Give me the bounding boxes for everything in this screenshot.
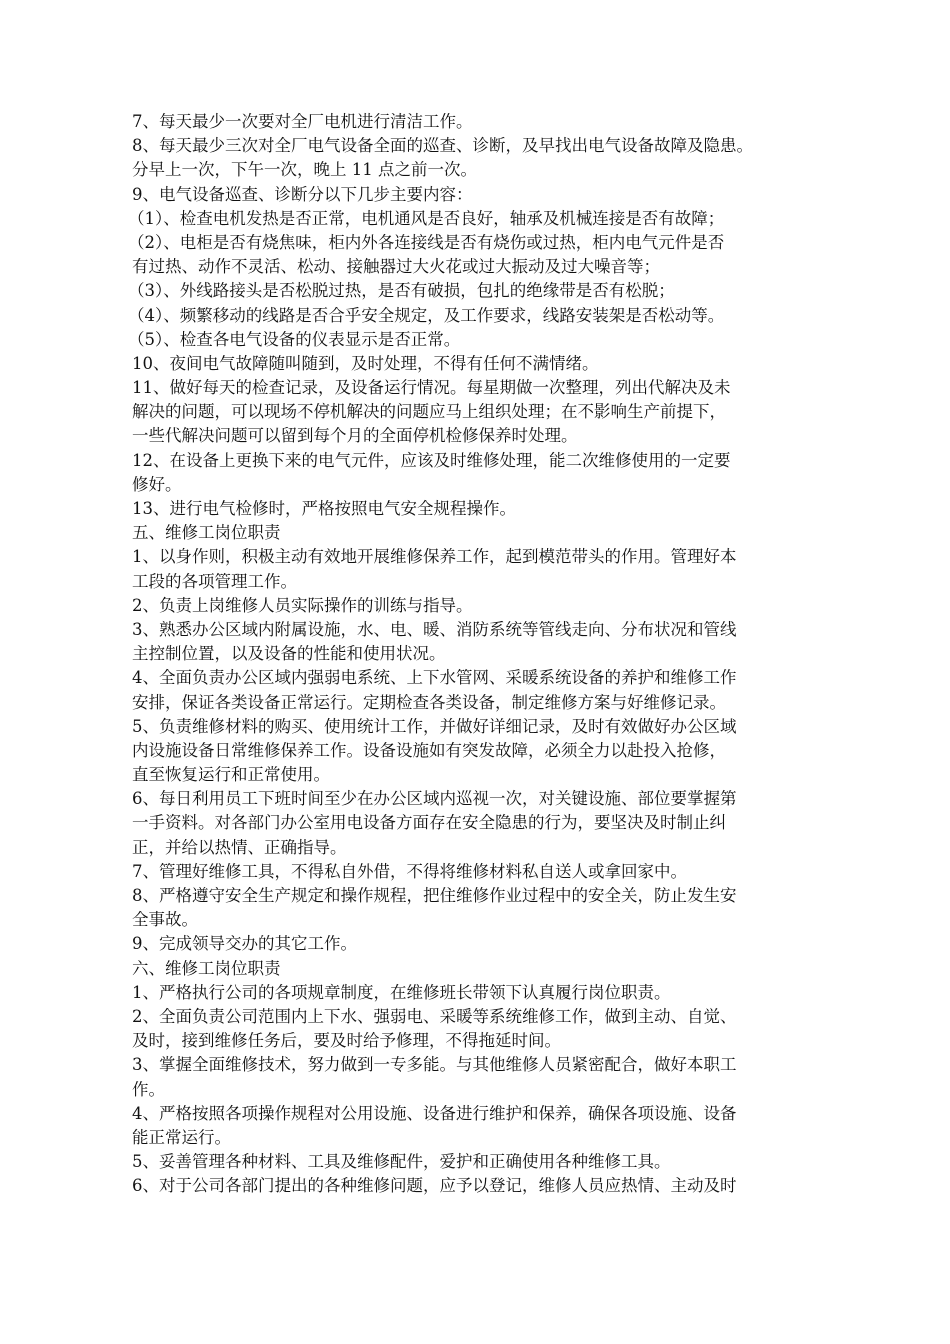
text-line: 12、在设备上更换下来的电气元件，应该及时维修处理，能二次维修使用的一定要 bbox=[132, 450, 731, 470]
text-line: 7、管理好维修工具，不得私自外借，不得将维修材料私自送人或拿回家中。 bbox=[132, 861, 687, 881]
text-line: 2、全面负责公司范围内上下水、强弱电、采暖等系统维修工作，做到主动、自觉、 bbox=[132, 1006, 737, 1026]
text-line: 2、负责上岗维修人员实际操作的训练与指导。 bbox=[132, 595, 473, 615]
text-line: 1、严格执行公司的各项规章制度，在维修班长带领下认真履行岗位职责。 bbox=[132, 982, 671, 1002]
text-line: （5）、检查各电气设备的仪表显示是否正常。 bbox=[128, 329, 461, 349]
text-line: 4、全面负责办公区域内强弱电系统、上下水管网、采暖系统设备的养护和维修工作 bbox=[132, 668, 737, 688]
text-line: 解决的问题，可以现场不停机解决的问题应马上组织处理；在不影响生产前提下， bbox=[132, 402, 726, 422]
text-line: 13、进行电气检修时，严格按照电气安全规程操作。 bbox=[132, 499, 516, 518]
text-line: 6、对于公司各部门提出的各种维修问题，应予以登记，维修人员应热情、主动及时 bbox=[132, 1176, 737, 1196]
text-line: 11、做好每天的检查记录，及设备运行情况。每星期做一次整理，列出代解决及未 bbox=[132, 378, 731, 398]
text-line: 6、每日利用员工下班时间至少在办公区域内巡视一次，对关键设施、部位要掌握第 bbox=[132, 789, 737, 809]
text-line: 一手资料。对各部门办公室用电设备方面存在安全隐患的行为，要坚决及时制止纠 bbox=[132, 813, 726, 833]
text-line: 10、夜间电气故障随叫随到，及时处理，不得有任何不满情绪。 bbox=[132, 353, 599, 373]
text-line: 4、严格按照各项操作规程对公用设施、设备进行维护和保养，确保各项设施、设备 bbox=[132, 1103, 737, 1123]
text-line: 5、妥善管理各种材料、工具及维修配件，爱护和正确使用各种维修工具。 bbox=[132, 1152, 671, 1172]
document-body bbox=[128, 110, 832, 1198]
text-line: 3、熟悉办公区域内附属设施，水、电、暖、消防系统等管线走向、分布状况和管线 bbox=[132, 619, 737, 639]
text-line: 安排，保证各类设备正常运行。定期检查各类设备，制定维修方案与好维修记录。 bbox=[132, 692, 726, 712]
text-line: 3、掌握全面维修技术，努力做到一专多能。与其他维修人员紧密配合，做好本职工 bbox=[132, 1055, 737, 1075]
section-heading: 五、维修工岗位职责 bbox=[132, 523, 281, 543]
text-line: 9、完成领导交办的其它工作。 bbox=[132, 934, 357, 954]
text-line: 能正常运行。 bbox=[132, 1127, 231, 1147]
text-line: 1、以身作则，积极主动有效地开展维修保养工作，起到模范带头的作用。管理好本 bbox=[132, 547, 737, 567]
text-line: 修好。 bbox=[132, 474, 182, 494]
text-line: 8、严格遵守安全生产规定和操作规程，把住维修作业过程中的安全关，防止发生安 bbox=[132, 886, 737, 905]
text-line: 一些代解决问题可以留到每个月的全面停机检修保养时处理。 bbox=[132, 426, 578, 446]
text-line: 直至恢复运行和正常使用。 bbox=[132, 765, 330, 785]
text-line: 工段的各项管理工作。 bbox=[132, 571, 297, 591]
text-line: 5、负责维修材料的购买、使用统计工作，并做好详细记录，及时有效做好办公区域 bbox=[132, 716, 737, 736]
text-line: （3）、外线路接头是否松脱过热，是否有破损，包扎的绝缘带是否有松脱； bbox=[128, 281, 675, 301]
text-line: 分早上一次，下午一次，晚上 11 点之前一次。 bbox=[132, 160, 477, 180]
text-line: （1）、检查电机发热是否正常，电机通风是否良好，轴承及机械连接是否有故障； bbox=[128, 208, 725, 228]
section-heading: 六、维修工岗位职责 bbox=[132, 958, 281, 978]
text-line: （2）、电柜是否有烧焦味，柜内外各连接线是否有烧伤或过热，柜内电气元件是否 bbox=[128, 232, 725, 252]
text-line: 有过热、动作不灵活、松动、接触器过大火花或过大振动及过大噪音等； bbox=[132, 257, 660, 277]
text-line: 正，并给以热情、正确指导。 bbox=[132, 837, 347, 857]
text-line: 8、每天最少三次对全厂电气设备全面的巡查、诊断，及早找出电气设备故障及隐患。 bbox=[132, 136, 753, 156]
text-line: 作。 bbox=[132, 1079, 165, 1099]
text-line: （4）、频繁移动的线路是否合乎安全规定，及工作要求，线路安装架是否松动等。 bbox=[128, 305, 725, 325]
text-line: 7、每天最少一次要对全厂电机进行清洁工作。 bbox=[132, 112, 473, 131]
text-line: 全事故。 bbox=[132, 910, 198, 930]
text-line: 主控制位置，以及设备的性能和使用状况。 bbox=[132, 644, 446, 664]
text-line: 及时，接到维修任务后，要及时给予修理，不得拖延时间。 bbox=[132, 1031, 561, 1051]
text-line: 内设施设备日常维修保养工作。设备设施如有突发故障，必须全力以赴投入抢修， bbox=[132, 740, 726, 760]
text-line: 9、电气设备巡查、诊断分以下几步主要内容： bbox=[132, 184, 473, 204]
